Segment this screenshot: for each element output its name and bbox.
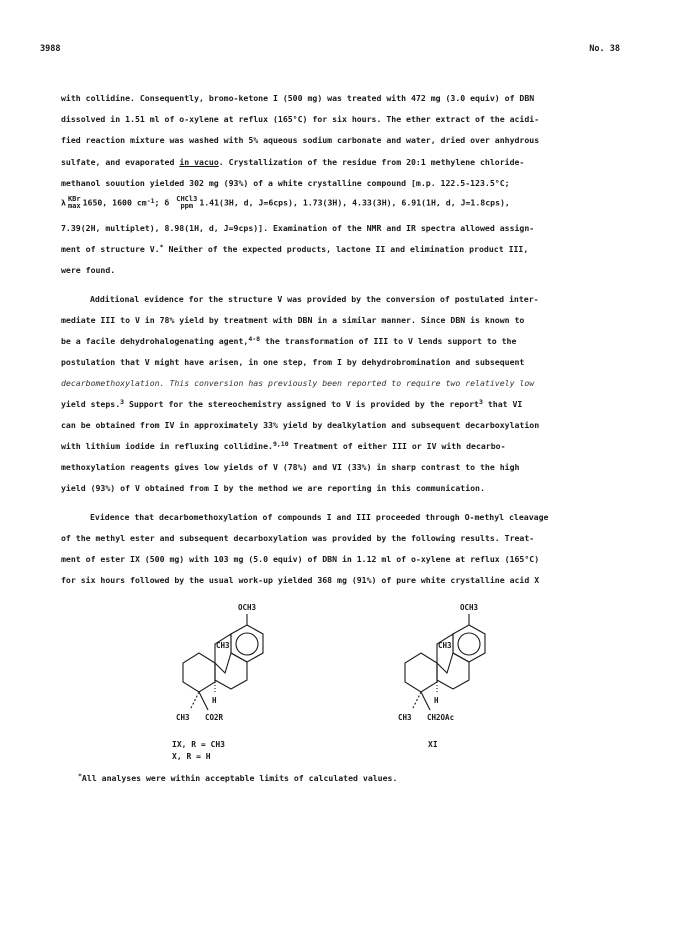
page-number: 3988 (40, 44, 61, 54)
text-line: with lithium iodide in refluxing collidine.$^{9,10}$ Treatment of either III or IV with decarbo- (61, 440, 506, 451)
text-line: were found. (61, 265, 116, 275)
text-line: fied reaction mixture was washed with 5% aqueous sodium carbonate and water, dried over anhydrous (61, 135, 540, 145)
h-label: H (212, 696, 217, 705)
text-line: dissolved in 1.51 ml of o-xylene at reflux (165°C) for six hours. The ether extract of the acidi- (61, 114, 540, 124)
och3-label: OCH3 (460, 603, 479, 612)
ch3-bottom-label: CH3 (398, 713, 412, 722)
ch3-ring-label: CH3 (438, 641, 452, 650)
ch3-bottom-label: CH3 (176, 713, 190, 722)
text-line: can be obtained from IV in approximately 33% yield by dealkylation and subsequent decarboxylation (61, 420, 540, 430)
h-label: H (434, 696, 439, 705)
text-line: be a facile dehydrohalogenating agent,$^{4-8}$ the transformation of III to V lends support to the (61, 335, 517, 346)
text-line: yield (93%) of V obtained from I by the method we are reporting in this communication. (61, 483, 485, 493)
text-line: methoxylation reagents gives low yields of V (78%) and VI (33%) in sharp contrast to the high (61, 462, 520, 472)
structure-caption: XI (428, 740, 438, 749)
structure-caption: X, R = H (172, 752, 211, 761)
text-line: postulation that V might have arisen, in one step, from I by dehydrobromination and subsequent (61, 357, 525, 367)
text-line: with collidine. Consequently, bromo-ketone I (500 mg) was treated with 472 mg (3.0 equiv) of DBN (61, 93, 535, 103)
italic-term: in vacuo (179, 157, 219, 167)
text-line: mediate III to V in 78% yield by treatment with DBN in a similar manner. Since DBN is known to (61, 315, 525, 325)
text-line: of the methyl ester and subsequent decarboxylation was provided by the following results. Treat- (61, 533, 535, 543)
structure-caption: IX, R = CH3 (172, 740, 225, 749)
spectral-data-line: λ KBr max 1650, 1600 $cm^{-1}$; δ CHCl3 ppm 1.41(3H, d, J=6cps), 1.73(3H), 4.33(3H), 6.91(1H, d, J=1.8cps), (61, 195, 510, 210)
och3-label: OCH3 (238, 603, 257, 612)
text-line: Evidence that decarbomethoxylation of compounds I and III proceeded through O-methyl cleavage (90, 512, 549, 522)
structure-ix-x (160, 600, 310, 740)
text-line: decarbomethoxylation. This conversion has previously been reported to require two relatively low (61, 378, 535, 388)
text-line: methanol souution yielded 302 mg (93%) of a white crystalline compound [m.p. 122.5-123.5°C; (61, 178, 510, 188)
substituent-label: CH2OAc (427, 713, 455, 722)
footnote: *All analyses were within acceptable limits of calculated values. (78, 772, 398, 783)
structure-xi (392, 600, 542, 740)
substituent-label: CO2R (205, 713, 224, 722)
text-line: ment of structure V.* Neither of the expected products, lactone II and elimination product III, (61, 243, 529, 254)
text-line: ment of ester IX (500 mg) with 103 mg (5.0 equiv) of DBN in 1.12 ml of o-xylene at reflux (165°C) (61, 554, 540, 564)
text-line: Additional evidence for the structure V was provided by the conversion of postulated inter- (90, 294, 539, 304)
text-line: yield steps.$^3$ Support for the stereochemistry assigned to V is provided by the report$^3$ that VI (61, 398, 523, 409)
text-line: 7.39(2H, multiplet), 8.98(1H, d, J=9cps)]. Examination of the NMR and IR spectra allowed assign- (61, 223, 535, 233)
issue-number: No. 38 (589, 44, 620, 54)
text-line: sulfate, and evaporated in vacuo. Crystallization of the residue from 20:1 methylene chloride- (61, 157, 525, 167)
text-line: for six hours followed by the usual work-up yielded 368 mg (91%) of pure white crystalline acid X (61, 575, 540, 585)
ch3-ring-label: CH3 (216, 641, 230, 650)
